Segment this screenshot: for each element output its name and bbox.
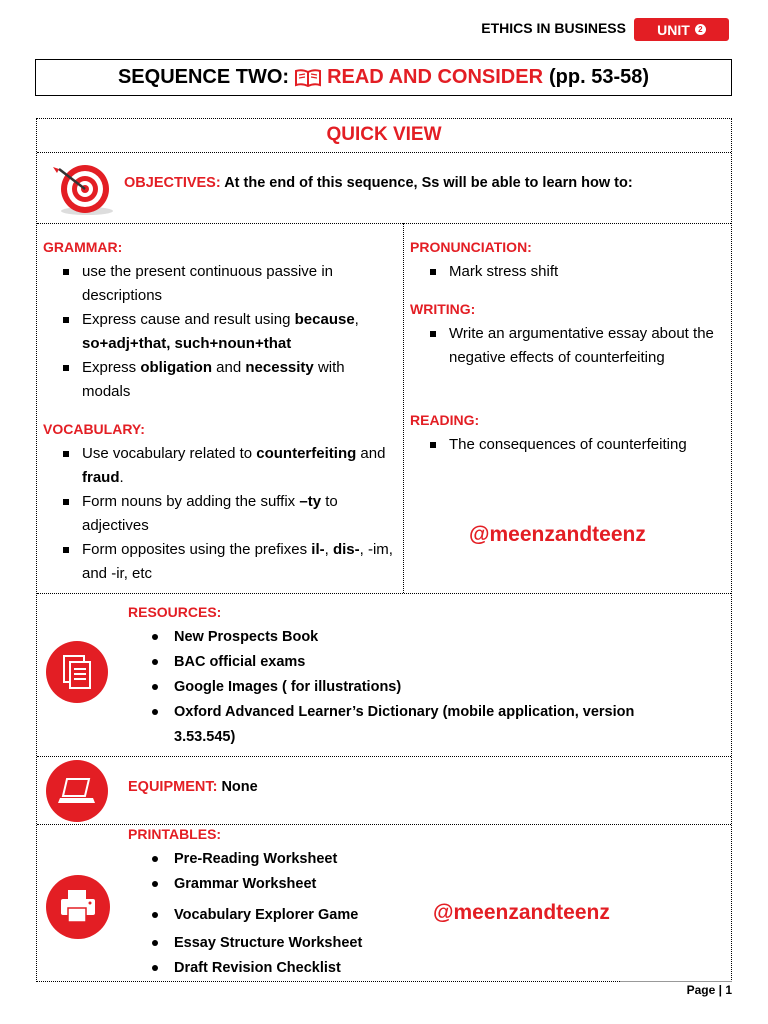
resources-list <box>127 625 687 750</box>
divider <box>37 593 731 594</box>
divider <box>37 756 731 757</box>
divider <box>37 223 731 224</box>
list-item: Oxford Advanced Learner’s Dictionary (mobile application, version 3.53.545) <box>127 700 687 750</box>
printer-icon <box>46 875 110 939</box>
sequence-prefix: SEQUENCE TWO: <box>117 66 290 88</box>
equipment-label: EQUIPMENT: <box>128 779 218 795</box>
list-item: Pre-Reading Worksheet <box>127 847 427 872</box>
documents-icon <box>46 641 108 703</box>
page-number: 1 <box>725 983 732 997</box>
reading-label: READING: <box>410 412 480 428</box>
equipment-value: None <box>221 779 258 795</box>
list-item: BAC official exams <box>127 650 687 675</box>
watermark-text: @meenzandteenz <box>433 901 610 924</box>
list-item: Mark stress shift <box>404 260 730 284</box>
list-item: use the present continuous passive in descriptions <box>37 260 397 308</box>
list-item: Use vocabulary related to counterfeiting and fraud. <box>37 442 397 490</box>
page-separator: | <box>718 983 722 997</box>
list-item: Write an argumentative essay about the negative effects of counterfeiting <box>404 322 730 370</box>
list-item: Form nouns by adding the suffix –ty to adjectives <box>37 490 397 538</box>
unit-label: UNIT <box>657 21 690 38</box>
subject-title: ETHICS IN BUSINESS <box>481 20 626 36</box>
book-icon <box>295 69 321 87</box>
list-item: Express cause and result using because, so+adj+that, such+noun+that <box>37 308 397 356</box>
objectives-line <box>124 175 633 191</box>
divider <box>37 824 731 825</box>
list-item: Form opposites using the prefixes il-, dis-, -im, and -ir, etc <box>37 538 397 586</box>
objectives-label: OBJECTIVES: <box>124 175 221 191</box>
sequence-title-box <box>35 59 732 96</box>
vocabulary-label: VOCABULARY: <box>43 421 145 437</box>
unit-badge <box>634 18 729 41</box>
writing-label: WRITING: <box>410 301 476 317</box>
pronunciation-label: PRONUNCIATION: <box>410 239 532 255</box>
quick-view-box <box>36 118 732 982</box>
quick-view-title: QUICK VIEW <box>326 124 442 145</box>
laptop-icon <box>46 760 108 822</box>
target-icon <box>51 163 117 217</box>
sequence-title: READ AND CONSIDER <box>327 66 544 88</box>
list-item: Draft Revision Checklist <box>127 956 427 981</box>
resources-label: RESOURCES: <box>128 604 222 620</box>
grammar-label: GRAMMAR: <box>43 239 123 255</box>
objectives-text: At the end of this sequence, Ss will be able to learn how to: <box>224 175 633 191</box>
list-item: Google Images ( for illustrations) <box>127 675 687 700</box>
list-item: Grammar Worksheet <box>127 872 427 897</box>
equipment-line <box>128 779 258 795</box>
list-item: Essay Structure Worksheet <box>127 931 427 956</box>
list-item: The consequences of counterfeiting <box>404 433 730 457</box>
page-footer <box>0 983 732 997</box>
printables-list <box>127 847 427 981</box>
list-item: Vocabulary Explorer Game <box>127 903 427 928</box>
unit-number: 2 <box>695 24 706 35</box>
list-item: Express obligation and necessity with modals <box>37 356 397 404</box>
grammar-list <box>37 260 397 404</box>
list-item: New Prospects Book <box>127 625 687 650</box>
vocabulary-list <box>37 442 397 586</box>
divider <box>37 152 731 153</box>
sequence-pages: (pp. 53-58) <box>549 66 650 88</box>
page-label: Page <box>686 983 716 997</box>
footer-divider <box>620 981 732 982</box>
writing-list <box>404 322 730 370</box>
pronunciation-list <box>404 260 730 284</box>
printables-label: PRINTABLES: <box>128 826 222 842</box>
reading-list <box>404 433 730 457</box>
watermark-text: @meenzandteenz <box>469 523 646 546</box>
